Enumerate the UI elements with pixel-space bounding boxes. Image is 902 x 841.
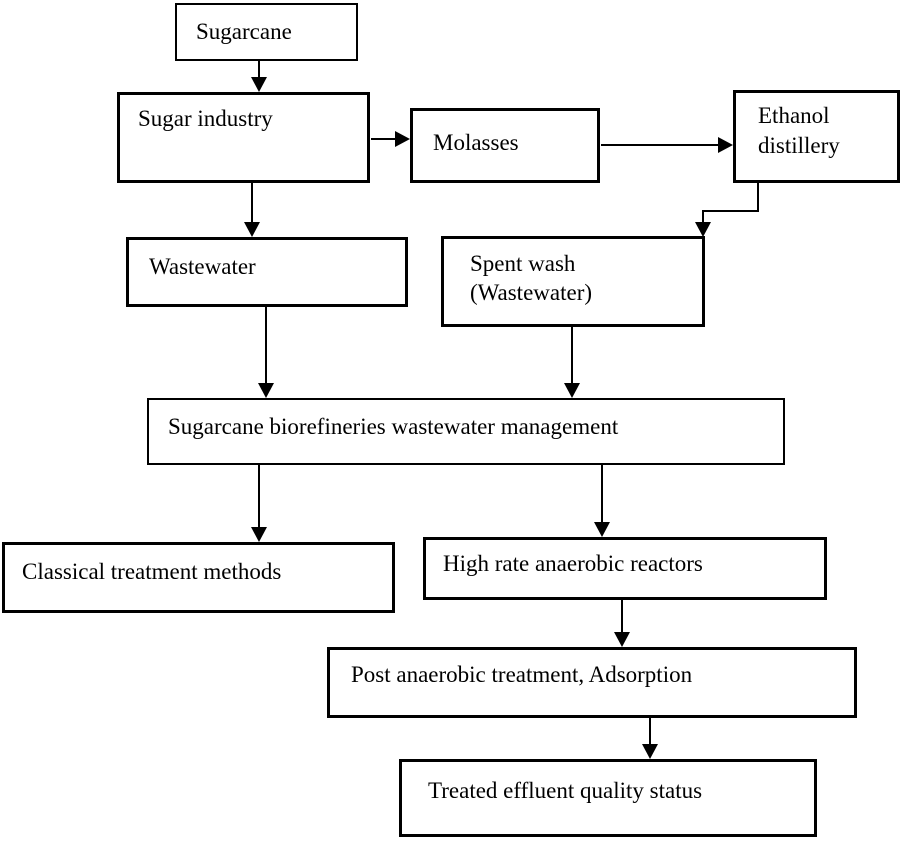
arrow-line	[251, 183, 253, 223]
arrow-head-down-icon	[594, 522, 610, 537]
node-sugar-industry	[117, 92, 370, 183]
node-ethanol-distillery-label-line2: distillery	[758, 133, 840, 158]
arrow-line-segment1	[757, 183, 759, 212]
arrow-head-right-icon	[395, 131, 410, 147]
node-wastewater-label: Wastewater	[149, 254, 256, 279]
node-sugarcane-label: Sugarcane	[196, 19, 292, 44]
arrow-line	[258, 465, 260, 528]
arrow-head-down-icon	[258, 383, 274, 398]
arrow-head-down-icon	[614, 632, 630, 647]
node-post-anaerobic	[327, 647, 857, 718]
arrow-head-down-icon	[251, 77, 267, 92]
node-post-anaerobic-label: Post anaerobic treatment, Adsorption	[351, 662, 693, 687]
node-spent-wash	[441, 236, 705, 327]
arrow-head-down-icon	[244, 222, 260, 237]
node-sugar-industry-label: Sugar industry	[138, 106, 273, 131]
node-ethanol-distillery	[733, 90, 900, 183]
arrow-line	[258, 61, 260, 78]
node-wastewater	[126, 237, 408, 307]
arrow-line	[649, 718, 651, 745]
node-treated-effluent-label: Treated effluent quality status	[428, 778, 703, 803]
arrow-head-right-icon	[718, 137, 733, 153]
node-high-rate-reactors-label: High rate anaerobic reactors	[443, 551, 703, 576]
arrow-line	[571, 327, 573, 384]
node-classical-treatment	[2, 542, 395, 613]
node-spent-wash-label-line1: Spent wash	[470, 251, 576, 276]
arrow-head-down-icon	[695, 222, 711, 237]
node-molasses	[410, 108, 600, 183]
node-treated-effluent	[399, 759, 817, 837]
arrow-line	[601, 144, 719, 146]
arrow-line	[601, 465, 603, 523]
arrow-head-down-icon	[642, 744, 658, 759]
node-high-rate-reactors	[423, 537, 827, 600]
arrow-head-down-icon	[564, 383, 580, 398]
arrow-line-segment2	[702, 210, 759, 212]
arrow-line	[265, 307, 267, 384]
arrow-line	[371, 138, 396, 140]
node-classical-treatment-label: Classical treatment methods	[22, 559, 282, 584]
node-molasses-label: Molasses	[433, 130, 519, 155]
node-management-label: Sugarcane biorefineries wastewater management	[168, 414, 619, 439]
arrow-head-down-icon	[251, 527, 267, 542]
node-ethanol-distillery-label-line1: Ethanol	[758, 103, 830, 128]
node-management	[147, 398, 785, 465]
arrow-line	[621, 600, 623, 633]
node-spent-wash-label-line2: (Wastewater)	[470, 280, 593, 305]
node-sugarcane	[175, 3, 358, 61]
